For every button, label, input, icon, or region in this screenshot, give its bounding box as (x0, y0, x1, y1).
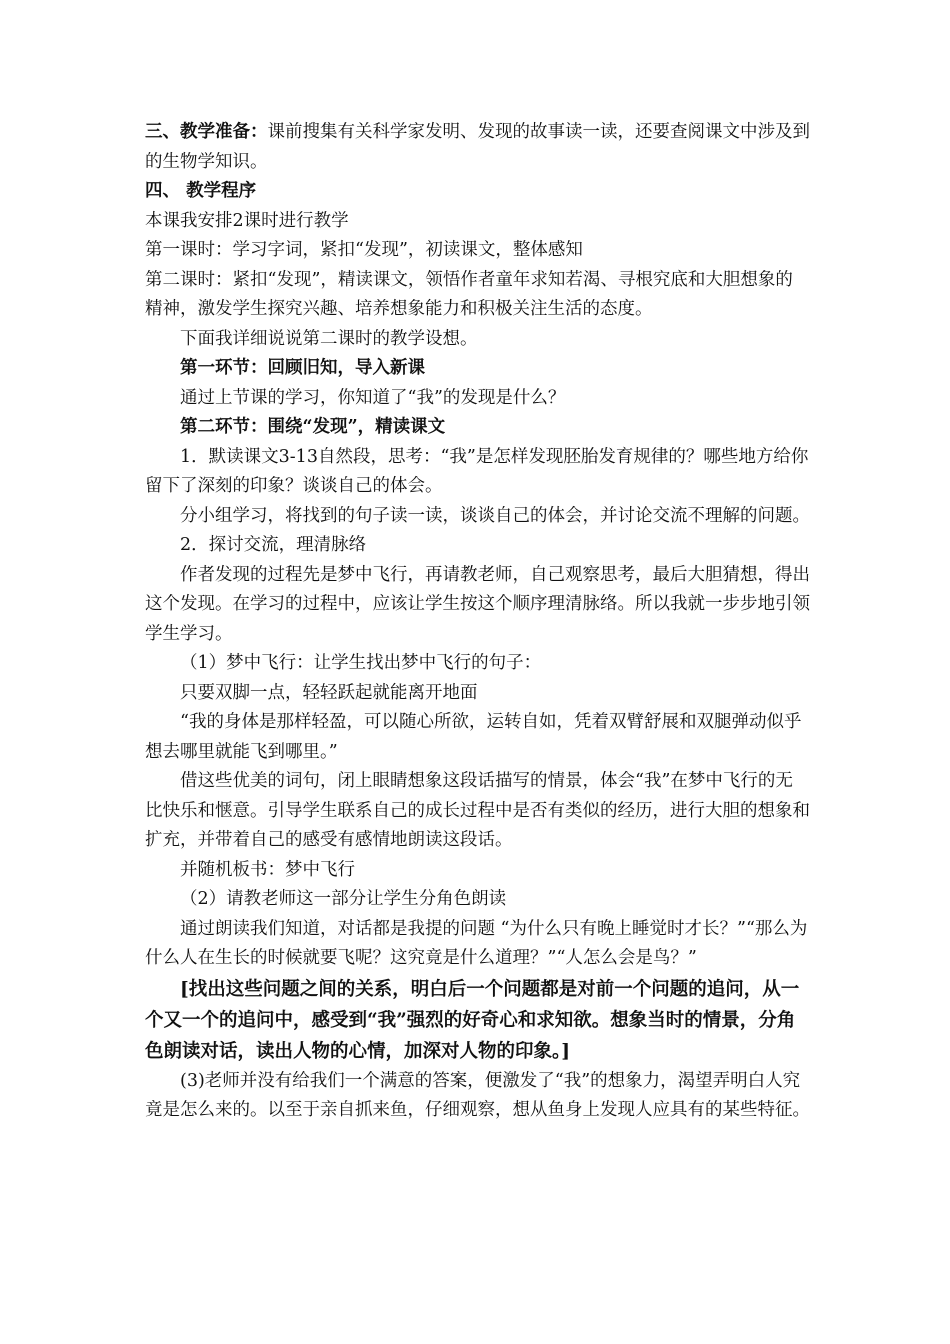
section2-paragraph: 分小组学习，将找到的句子读一读，谈谈自己的体会，并讨论交流不理解的问题。 (180, 505, 810, 526)
section2-paragraph: 2．探讨交流，理清脉络 (180, 535, 367, 555)
section2-paragraph: （2）请教老师这一部分让学生分角色朗读 (180, 889, 507, 909)
section2-paragraph: 1．默读课文3-13自然段，思考：“我”是怎样发现胚胎发育规律的？哪些地方给你留下了深刻的印象？谈谈自己的体会。 (145, 446, 809, 496)
procedure-line: 第一课时：学习字词，紧扣“发现”，初读课文，整体感知 (145, 240, 583, 260)
document-page (145, 118, 810, 1126)
section1-text: 通过上节课的学习，你知道了“我”的发现是什么？ (180, 387, 566, 408)
procedure-line: 第二课时：紧扣“发现”，精读课文，领悟作者童年求知若渴、寻根究底和大胆想象的精神，激发学生探究兴趣、培养想象能力和积极关注生活的态度。 (145, 269, 793, 319)
procedure-line: 本课我安排2课时进行教学 (145, 210, 349, 231)
prep-text: 课前搜集有关科学家发明、发现的故事读一读，还要查阅课文中涉及到的生物学知识。 (145, 122, 810, 172)
section2-paragraph: 并随机板书：梦中飞行 (180, 859, 355, 880)
section2-paragraph: (3)老师并没有给我们一个满意的答案，便激发了“我”的想象力，渴望弄明白人究竟是怎么来的。以至于亲自抓来鱼，仔细观察，想从鱼身上发现人应具有的某些特征。 (145, 1070, 810, 1120)
section2-quote: 只要双脚一点，轻轻跃起就能离开地面 (180, 682, 478, 703)
section2-heading: 第二环节：围绕“发现”，精读课文 (180, 417, 446, 437)
section2-quote: “我的身体是那样轻盈，可以随心所欲，运转自如，凭着双臂舒展和双腿弹动似乎想去哪里就能飞到哪里。” (145, 712, 802, 762)
procedure-heading: 四、 教学程序 (145, 181, 257, 201)
prep-paragraph (145, 118, 810, 177)
section2-bracket-note: [找出这些问题之间的关系，明白后一个问题都是对前一个问题的追问，从一个又一个的追问中，感受到“我”强烈的好奇心和求知欲。想象当时的情景，分角色朗读对话，读出人物的心情，加深对人物的印象。] (145, 978, 800, 1062)
prep-heading: 三、教学准备： (145, 122, 268, 142)
section2-paragraph: （1）梦中飞行：让学生找出梦中飞行的句子： (180, 653, 542, 673)
section1-heading: 第一环节：回顾旧知，导入新课 (180, 358, 425, 378)
section2-paragraph: 借这些优美的词句，闭上眼睛想象这段话描写的情景，体会“我”在梦中飞行的无比快乐和惬意。引导学生联系自己的成长过程中是否有类似的经历，进行大胆的想象和扩充，并带着自己的感受有感情地朗读这段话。 (145, 771, 810, 850)
section2-paragraph: 作者发现的过程先是梦中飞行，再请教老师，自己观察思考，最后大胆猜想，得出这个发现。在学习的过程中，应该让学生按这个顺序理清脉络。所以我就一步步地引领学生学习。 (145, 564, 810, 644)
procedure-line: 下面我详细说说第二课时的教学设想。 (180, 328, 478, 349)
section2-paragraph: 通过朗读我们知道，对话都是我提的问题 “为什么只有晚上睡觉时才长？”“那么为什么人在生长的时候就要飞呢？这究竟是什么道理？”“人怎么会是鸟？” (145, 918, 808, 968)
